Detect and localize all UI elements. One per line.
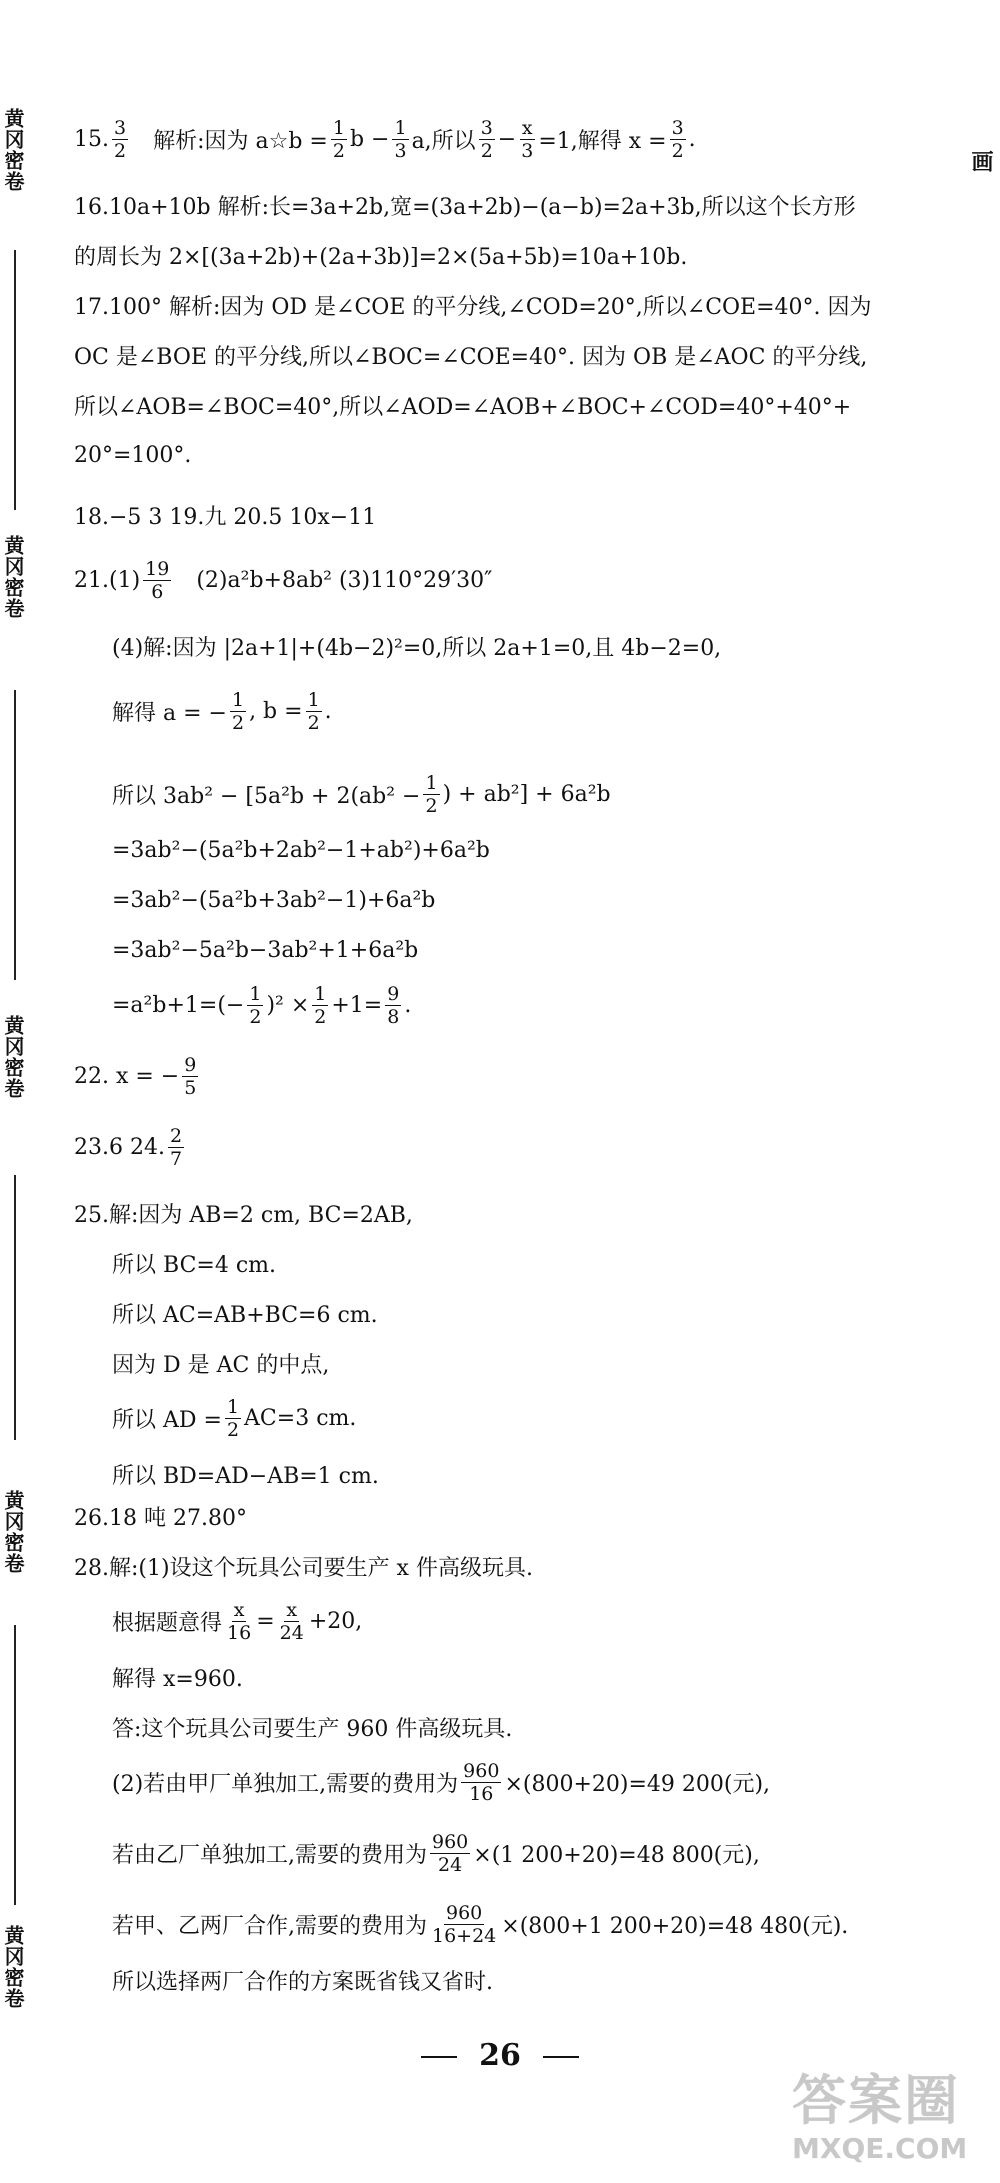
binding-line — [14, 1175, 16, 1440]
fraction: $\frac{1}{2}$ — [425, 772, 438, 817]
answer-line: 18.−5 3 19.九 20.5 10x−11 — [74, 504, 377, 530]
fraction: $\frac{960}{16+24}$ — [432, 1902, 497, 1947]
answer-line: 因为 D 是 AC 的中点, — [112, 1352, 330, 1378]
answer-line: 20°=100°. — [74, 442, 192, 468]
answer-line: 所以选择两厂合作的方案既省钱又省时. — [112, 1969, 493, 1995]
fraction: $\frac{2}{7}$ — [169, 1125, 183, 1170]
fraction: $\frac{3}{2}$ — [114, 117, 127, 162]
binding-line — [14, 250, 16, 510]
brand-mark: 黄冈密卷 — [1, 535, 25, 619]
answer-line: OC 是∠BOE 的平分线,所以∠BOC=∠COE=40°. 因为 OB 是∠AOC 的平分线, — [74, 344, 868, 370]
answer-line: 解得 a = − $\frac{1}{2}$ , b = $\frac{1}{2}$ . — [112, 689, 332, 734]
watermark-url: MXQE.COM — [792, 2132, 968, 2165]
answer-line: 答:这个玩具公司要生产 960 件高级玩具. — [112, 1716, 513, 1742]
answer-line: 所以 AC=AB+BC=6 cm. — [112, 1302, 378, 1328]
fraction: $\frac{19}{6}$ — [145, 558, 170, 603]
fraction: $\frac{960}{16}$ — [463, 1760, 500, 1805]
answer-line: 所以 3ab² − [5a²b + 2(ab² − $\frac{1}{2}$ ) + ab²] + 6a²b — [112, 772, 611, 817]
fraction: $\frac{9}{8}$ — [387, 983, 400, 1028]
binding-line — [14, 1625, 16, 1905]
fraction: $\frac{3}{2}$ — [671, 117, 684, 162]
answer-line: (2)若由甲厂单独加工,需要的费用为 $\frac{960}{16}$ ×(800+20)=49 200(元), — [112, 1760, 771, 1805]
watermark-text: 答案圈 — [792, 2069, 960, 2132]
fraction: $\frac{1}{2}$ — [314, 983, 327, 1028]
fraction: $\frac{1}{2}$ — [332, 117, 345, 162]
answer-line: 若甲、乙两厂合作,需要的费用为 $\frac{960}{16+24}$ ×(800+1 200+20)=48 480(元). — [112, 1902, 849, 1947]
brand-mark: 黄冈密卷 — [1, 1925, 25, 2009]
answer-line: 17.100° 解析:因为 OD 是∠COE 的平分线,∠COD=20°,所以∠COE=40°. 因为 — [74, 294, 872, 320]
fraction: $\frac{3}{2}$ — [480, 117, 493, 162]
answer-line: 22. x = − $\frac{9}{5}$ — [74, 1054, 197, 1099]
answer-line: 16.10a+10b 解析:长=3a+2b,宽=(3a+2b)−(a−b)=2a+3b,所以这个长方形 — [74, 194, 856, 220]
answer-line: 所以 BC=4 cm. — [112, 1252, 277, 1278]
brand-mark: 黄冈密卷 — [1, 1015, 25, 1099]
answer-line: 21.(1) $\frac{19}{6}$ (2)a²b+8ab² (3)110°29′30″ — [74, 558, 493, 603]
brand-mark: 黄冈密卷 — [1, 1490, 25, 1574]
answer-line: 根据题意得 $\frac{x}{16}$ = $\frac{x}{24}$ +20, — [112, 1599, 363, 1644]
answer-line: 28.解:(1)设这个玩具公司要生产 x 件高级玩具. — [74, 1555, 533, 1581]
answer-line: =a²b+1=(− $\frac{1}{2}$ )² × $\frac{1}{2}$ +1= $\frac{9}{8}$ . — [112, 983, 412, 1028]
answer-line: 23.6 24. $\frac{2}{7}$ — [74, 1125, 183, 1170]
fraction: $\frac{960}{24}$ — [432, 1831, 469, 1876]
answer-content — [74, 118, 954, 1996]
answer-line: 所以 AD = $\frac{1}{2}$ AC=3 cm. — [112, 1396, 357, 1441]
answer-line: =3ab²−5a²b−3ab²+1+6a²b — [112, 937, 419, 963]
fraction: $\frac{9}{5}$ — [184, 1054, 197, 1099]
fraction: $\frac{1}{2}$ — [249, 983, 262, 1028]
fraction: $\frac{1}{2}$ — [226, 1396, 240, 1441]
fraction: $\frac{1}{2}$ — [307, 689, 320, 734]
answer-line: 所以 BD=AD−AB=1 cm. — [112, 1463, 379, 1489]
answer-line: =3ab²−(5a²b+3ab²−1)+6a²b — [112, 887, 436, 913]
answer-line: 若由乙厂单独加工,需要的费用为 $\frac{960}{24}$ ×(1 200+20)=48 800(元), — [112, 1831, 760, 1876]
fraction: $\frac{1}{3}$ — [394, 117, 407, 162]
fraction: $\frac{x}{16}$ — [227, 1599, 252, 1644]
brand-mark: 黄冈密卷 — [1, 108, 25, 192]
answer-line: 26.18 吨 27.80° — [74, 1505, 247, 1531]
answer-line: 25.解:因为 AB=2 cm, BC=2AB, — [74, 1202, 413, 1228]
answer-line: =3ab²−(5a²b+2ab²−1+ab²)+6a²b — [112, 837, 490, 863]
corner-mark: 画 — [968, 150, 993, 172]
page-number: 26 — [0, 2038, 1000, 2073]
binding-strip — [0, 0, 40, 2183]
fraction: $\frac{1}{2}$ — [231, 689, 245, 734]
binding-line — [14, 690, 16, 980]
answer-line: 所以∠AOB=∠BOC=40°,所以∠AOD=∠AOB+∠BOC+∠COD=40°+40°+ — [74, 394, 852, 420]
watermark-logo — [792, 2069, 992, 2179]
fraction: $\frac{x}{3}$ — [521, 117, 534, 162]
answer-line: 解得 x=960. — [112, 1666, 243, 1692]
answer-line: (4)解:因为 |2a+1|+(4b−2)²=0,所以 2a+1=0,且 4b−2=0, — [112, 635, 722, 661]
fraction: $\frac{x}{24}$ — [279, 1599, 304, 1644]
answer-line: 的周长为 2×[(3a+2b)+(2a+3b)]=2×(5a+5b)=10a+10b. — [74, 244, 688, 270]
answer-line: 15. $\frac{3}{2}$ 解析:因为 a☆b = $\frac{1}{2}$ b − $\frac{1}{3}$ a,所以 $\frac{3}{2}$ − $\frac{x}{3}$ =1,解得 x = $\frac{3}{2}$ . — [74, 117, 696, 162]
